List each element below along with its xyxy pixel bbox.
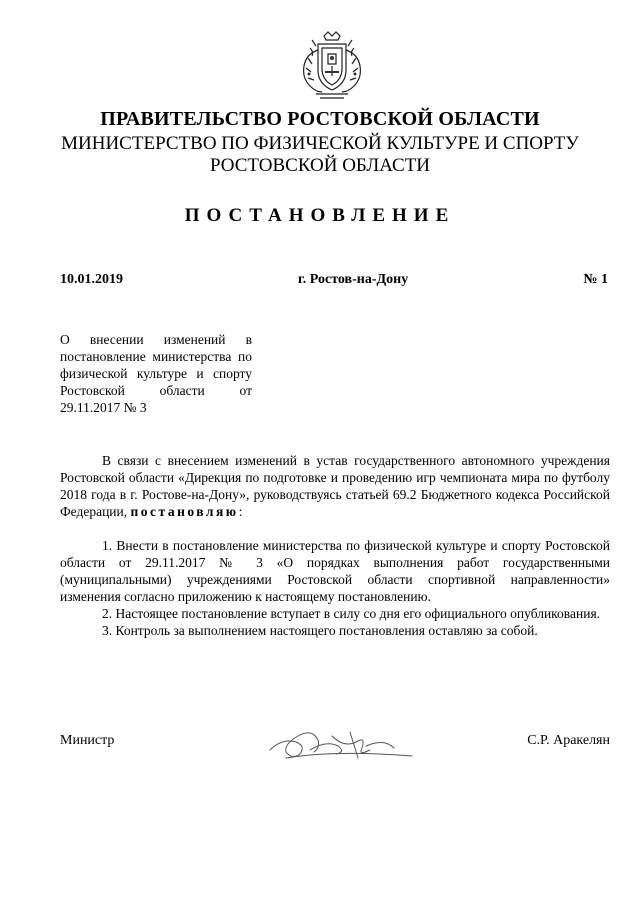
government-title: ПРАВИТЕЛЬСТВО РОСТОВСКОЙ ОБЛАСТИ <box>100 108 540 130</box>
preamble-end: : <box>238 504 243 519</box>
document-type: ПОСТАНОВЛЕНИЕ <box>184 205 456 226</box>
ministry-title <box>0 133 640 177</box>
signatory-role: Министр <box>60 733 115 748</box>
ministry-title-line-1: МИНИСТЕРСТВО ПО ФИЗИЧЕСКОЙ КУЛЬТУРЕ И СПОРТУ <box>61 133 579 154</box>
ministry-title-line-2: РОСТОВСКОЙ ОБЛАСТИ <box>209 155 431 176</box>
handwritten-signature <box>266 720 416 762</box>
coat-of-arms-icon <box>296 30 368 102</box>
resolution-item-1: 1. Внести в постановление министерства по физической культуре и спорту Ростовской области от 29.11.2017 № 3 «О порядках выполнения работ государственными (муниципальными) учреждениями Ростовской области спортивной направленности» изменения согласно приложению к настоящему постановлению. <box>60 538 610 604</box>
preamble-paragraph <box>60 452 610 520</box>
document-subject: О внесении изменений в постановление министерства по физической культуре и спорту Ростовской области от 29.11.2017 № 3 <box>60 332 252 415</box>
preamble-text: В связи с внесением изменений в устав государственного автономного учреждения Ростовской области «Дирекция по подготовке и проведению игр чемпионата мира по футболу 2018 года в г. Ростове-на-Дону», руководствуясь статьей 69.2 Бюджетного кодекса Российской Федерации, <box>60 453 610 519</box>
resolution-item-2: 2. Настоящее постановление вступает в силу со дня его официального опубликования. <box>102 606 601 621</box>
document-date: 10.01.2019 <box>60 272 123 287</box>
document-number: № 1 <box>583 272 608 287</box>
signatory-name: С.Р. Аракелян <box>527 733 610 748</box>
document-meta <box>60 272 608 292</box>
preamble-emphasis: постановляю <box>130 504 239 519</box>
resolution-item-3: 3. Контроль за выполнением настоящего постановления оставляю за собой. <box>102 623 538 638</box>
document-place: г. Ростов-на-Дону <box>298 272 409 287</box>
document-body <box>60 452 610 639</box>
